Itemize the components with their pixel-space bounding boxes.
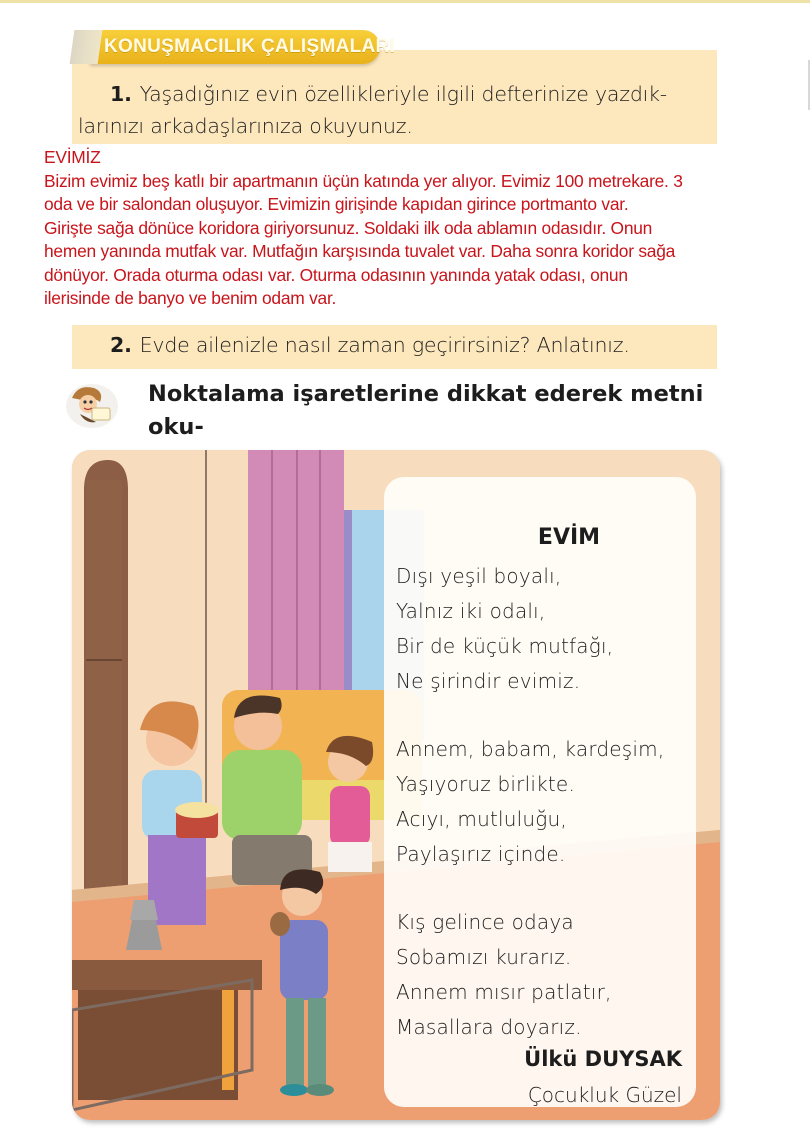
handwritten-answer [44,146,804,311]
answer-line: oda ve bir salondan oluşuyor. Evimizin girişinde kapıdan girince portmanto var. [44,194,629,214]
top-rule [0,0,810,3]
question-1-number: 1. [110,82,132,106]
poem-stanza-1 [396,559,613,699]
poem-stanza-3 [396,905,612,1045]
poem-title: EVİM [537,525,601,550]
answer-line: Girişte sağa dönüce koridora giriyorsunuz. Soldaki ilk oda ablamın odasıdır. Onun [44,217,653,238]
living-room-illustration [72,450,720,1120]
poem-line: Bir de küçük mutfağı, [396,634,614,658]
question-1-text: 1. Yaşadığınız evin özellikleriyle ilgili defterinize yazdık- larınızı arkadaşlarınıza okuyunuz. [78,82,668,138]
section-banner [90,30,396,64]
poem-line: Kış gelince odaya [396,910,574,934]
poem-line: Ne şirindir evimiz. [396,669,581,693]
poem-line: Annem, babam, kardeşim, [396,737,665,761]
poem-line: Paylaşırız içinde. [396,842,566,866]
poem-line: Dışı yeşil boyalı, [396,564,562,588]
poem-line: Sobamızı kurarız. [396,945,572,969]
answer-line: hemen yanında mutfak var. Mutfağın karşısında tuvalet var. Daha sonra koridor sağa [44,241,676,261]
section-banner-label: KONUŞMACILIK ÇALIŞMALARI [104,36,396,57]
poem-line: Yaşıyoruz birlikte. [396,772,575,796]
answer-line: ilerisinde de banyo ve benim odam var. [44,288,337,308]
poem-source: Çocukluk Güzel [527,1083,682,1107]
poem-card [384,477,696,1107]
poem-line: Masallara doyarız. [396,1015,582,1039]
answer-line: dönüyor. Orada oturma odası var. Oturma odasının yanında yatak odası, onun [44,264,628,285]
poem-author: Ülkü DUYSAK [524,1047,682,1071]
question-1-box [72,50,717,144]
question-2-number: 2. [110,333,132,357]
poem-line: Yalnız iki odalı, [396,599,546,623]
question-2-box [72,325,717,369]
poem-line: Acıyı, mutluluğu, [396,807,567,831]
reading-girl-icon [62,380,122,430]
reading-instruction: Noktalama işaretlerine dikkat ederek metni oku- [148,381,704,440]
answer-line: Bizim evimiz beş katlı bir apartmanın üçün katında yer alıyor. Evimiz 100 metrekare. 3 [44,170,683,191]
poem-line: Annem mısır patlatır, [396,980,612,1004]
answer-title: EVİMİZ [44,147,101,167]
question-2-text: 2. Evde ailenizle nasıl zaman geçirirsiniz? Anlatınız. [110,333,630,357]
poem-stanza-2 [396,732,664,872]
